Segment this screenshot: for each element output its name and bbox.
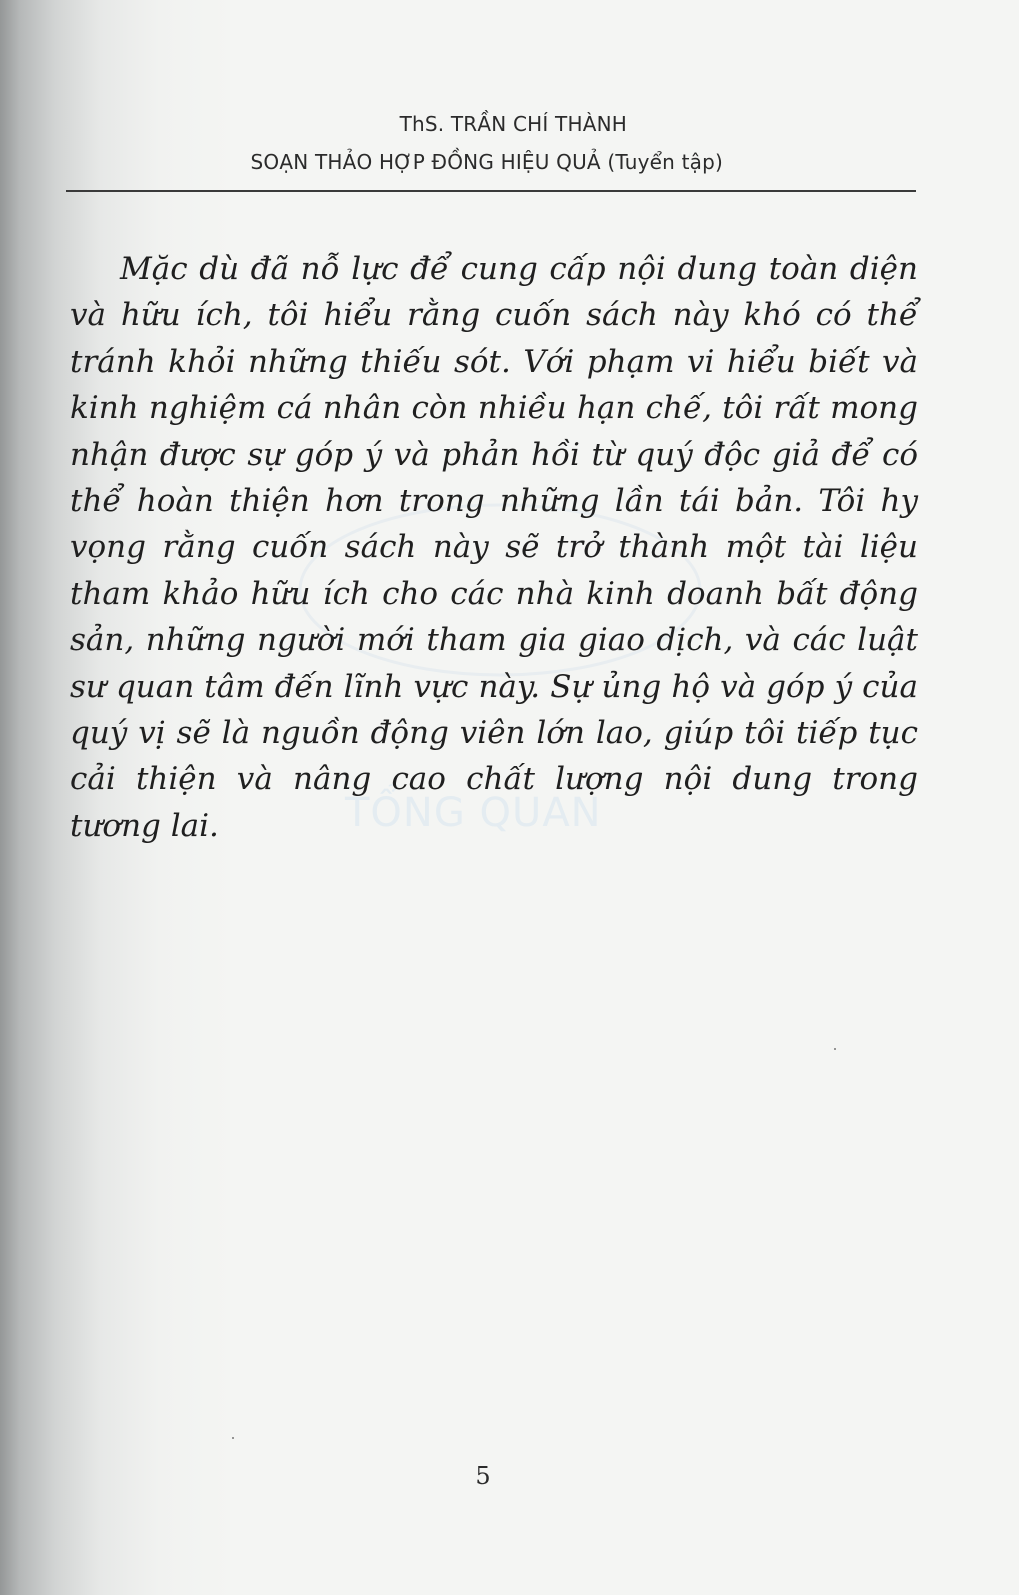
show-through-text: TỔNG QUAN <box>345 790 602 836</box>
header-author: ThS. TRẦN CHÍ THÀNH <box>399 112 627 136</box>
body-paragraph: Mặc dù đã nỗ lực để cung cấp nội dung toàn diện và hữu ích, tôi hiểu rằng cuốn sách này khó có thể tránh khỏi những thiếu sót. Với phạm vi hiểu biết và kinh nghiệm cá nhân còn nhiều hạn chế, tôi rất mong nhận được sự góp ý và phản hồi từ quý độc giả để có thể hoàn thiện hơn trong những lần tái bản. Tôi hy vọng rằng cuốn sách này sẽ trở thành một tài liệu tham khảo hữu ích cho các nhà kinh doanh bất động sản, những người mới tham gia giao dịch, và các luật sư quan tâm đến lĩnh vực này. Sự ủng hộ và góp ý của quý vị sẽ là nguồn động viên lớn lao, giúp tôi tiếp tục cải thiện và nâng cao chất lượng nội dung trong tương lai. <box>70 251 918 844</box>
page-number: 5 <box>475 1462 491 1490</box>
scan-speck <box>834 1048 836 1050</box>
header-divider <box>66 190 916 192</box>
header-book-title: SOẠN THẢO HỢP ĐỒNG HIỆU QUẢ (Tuyển tập) <box>250 150 723 174</box>
scan-speck <box>232 1437 234 1439</box>
